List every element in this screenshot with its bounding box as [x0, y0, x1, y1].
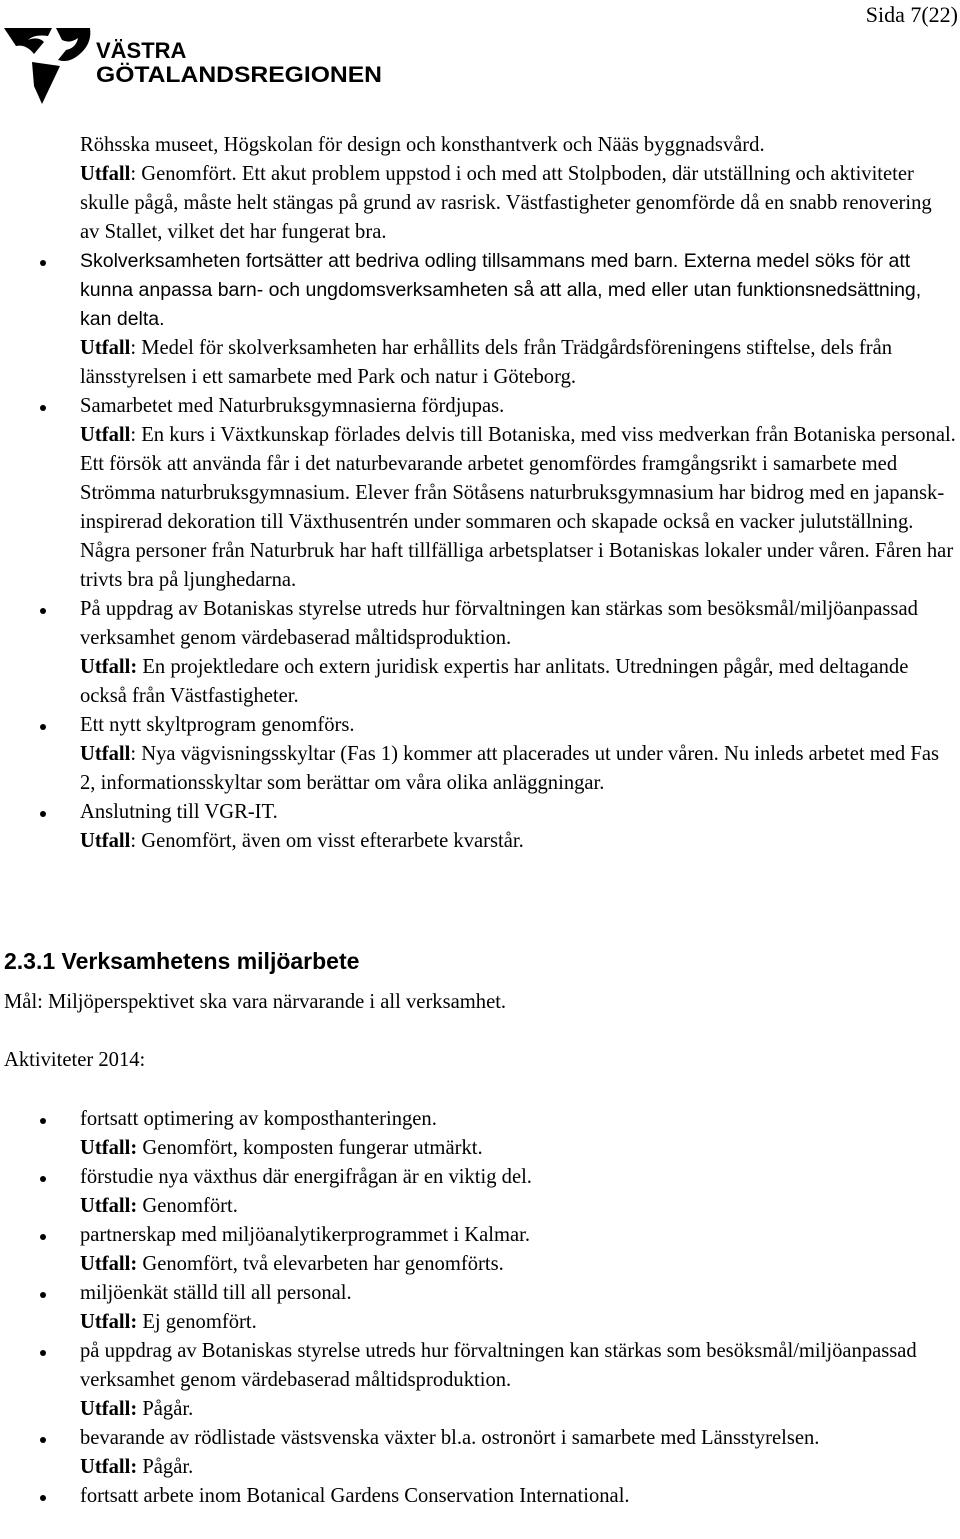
goal-text: Mål: Miljöperspektivet ska vara närvarande i all verksamhet.	[4, 991, 507, 1013]
outcome-text: En projektledare och extern juridisk expertis har anlitats. Utredningen pågår, med deltagande också från Västfastigheter.	[80, 656, 909, 707]
outcome-label: Utfall	[80, 743, 131, 765]
item-text: Ett nytt skyltprogram genomförs.	[80, 714, 355, 736]
outcome-text: Pågår.	[137, 1456, 194, 1478]
outcome-text: Genomfört, komposten fungerar utmärkt.	[137, 1137, 483, 1159]
outcome-text: Genomfört.	[137, 1195, 238, 1217]
outcome-text: : Nya vägvisningsskyltar (Fas 1) kommer att placerades ut under våren. Nu inleds arbetet med Fas 2, informationsskyltar som berättar om våra olika anläggningar.	[80, 743, 939, 794]
list-item	[0, 1279, 960, 1337]
activities-list-1	[0, 131, 960, 856]
outcome-label: Utfall:	[80, 1137, 138, 1159]
outcome-text: : Medel för skolverksamheten har erhållits dels från Trädgårdsföreningens stiftelse, dels från länsstyrelsen i ett samarbete med Park och natur i Göteborg.	[80, 337, 893, 388]
list-item	[0, 1163, 960, 1221]
vgr-logo-icon	[4, 26, 394, 106]
item-text: Samarbetet med Naturbruksgymnasierna fördjupas.	[80, 395, 505, 417]
outcome-text: : En kurs i Växtkunskap förlades delvis till Botaniska, med viss medverkan från Botaniska personal. Ett försök att använda får i det naturbevarande arbetet genomfördes framgångsrikt i samarbete med Strömma naturbruksgymnasium. Elever från Sötåsens naturbruksgymnasium har bidrog med en japansk-inspirerad dekoration till Växthusentrén under sommaren och skapade också en vacker julutställning. Några personer från Naturbruk har haft tillfälliga arbetsplatser i Botaniskas lokaler under våren. Fåren har trivts bra på ljunghedarna.	[80, 424, 956, 591]
item-text: På uppdrag av Botaniskas styrelse utreds hur förvaltningen kan stärkas som besöksmål/miljöanpassad verksamhet genom värdebaserad måltidsproduktion.	[80, 598, 918, 649]
logo-line1: VÄSTRA	[96, 38, 187, 63]
list-item	[0, 131, 960, 247]
logo-line2: GÖTALANDSREGIONEN	[96, 62, 382, 87]
outcome-label: Utfall:	[80, 656, 138, 678]
outcome-label: Utfall	[80, 163, 131, 185]
vgr-logo	[4, 26, 394, 106]
outcome-label: Utfall	[80, 830, 131, 852]
outcome-label: Utfall:	[80, 1253, 138, 1275]
outcome-text: Ej genomfört.	[137, 1311, 257, 1333]
item-text: miljöenkät ställd till all personal.	[80, 1282, 352, 1304]
item-text: Anslutning till VGR-IT.	[80, 801, 278, 823]
list-item	[0, 1482, 960, 1511]
outcome-label: Utfall:	[80, 1398, 138, 1420]
outcome-text: : Genomfört, även om visst efterarbete kvarstår.	[130, 830, 524, 852]
list-item	[0, 1105, 960, 1163]
activities-list-2	[0, 1105, 960, 1511]
item-text: Röhsska museet, Högskolan för design och konsthantverk och Nääs byggnadsvård.	[80, 134, 765, 156]
outcome-text: : Genomfört. Ett akut problem uppstod i och med att Stolpboden, där utställning och aktiviteter skulle pågå, måste helt stängas på grund av rasrisk. Västfastigheter genomförde då en snabb renovering av Stallet, vilket det har fungerat bra.	[80, 163, 932, 243]
outcome-label: Utfall:	[80, 1311, 138, 1333]
list-item	[0, 392, 960, 595]
outcome-label: Utfall	[80, 337, 131, 359]
item-text: bevarande av rödlistade västsvenska växter bl.a. ostronört i samarbete med Länsstyrelsen.	[80, 1427, 820, 1449]
item-text: Skolverksamheten fortsätter att bedriva odling tillsammans med barn. Externa medel söks för att kunna anpassa barn- och ungdomsverksamheten så att alla, med eller utan funktionsnedsättning, kan delta.	[80, 250, 922, 330]
list-item	[0, 1337, 960, 1424]
list-item	[0, 711, 960, 798]
outcome-text: Pågår.	[137, 1398, 194, 1420]
activities-label: Aktiviteter 2014:	[4, 1049, 146, 1071]
list-item	[0, 595, 960, 711]
item-text: partnerskap med miljöanalytikerprogrammet i Kalmar.	[80, 1224, 531, 1246]
outcome-label: Utfall	[80, 424, 131, 446]
item-text: fortsatt optimering av komposthanteringen.	[80, 1108, 437, 1130]
outcome-label: Utfall:	[80, 1456, 138, 1478]
section-heading: 2.3.1 Verksamhetens miljöarbete	[4, 948, 360, 974]
page-number: Sida 7(22)	[865, 2, 958, 27]
outcome-text: Genomfört, två elevarbeten har genomförts.	[137, 1253, 504, 1275]
list-item	[0, 247, 960, 392]
item-text: fortsatt arbete inom Botanical Gardens Conservation International.	[80, 1485, 630, 1507]
list-item	[0, 1424, 960, 1482]
list-item	[0, 1221, 960, 1279]
item-text: på uppdrag av Botaniskas styrelse utreds hur förvaltningen kan stärkas som besöksmål/miljöanpassad verksamhet genom värdebaserad måltidsproduktion.	[80, 1340, 917, 1391]
item-text: förstudie nya växthus där energifrågan är en viktig del.	[80, 1166, 532, 1188]
outcome-label: Utfall:	[80, 1195, 138, 1217]
list-item	[0, 798, 960, 856]
